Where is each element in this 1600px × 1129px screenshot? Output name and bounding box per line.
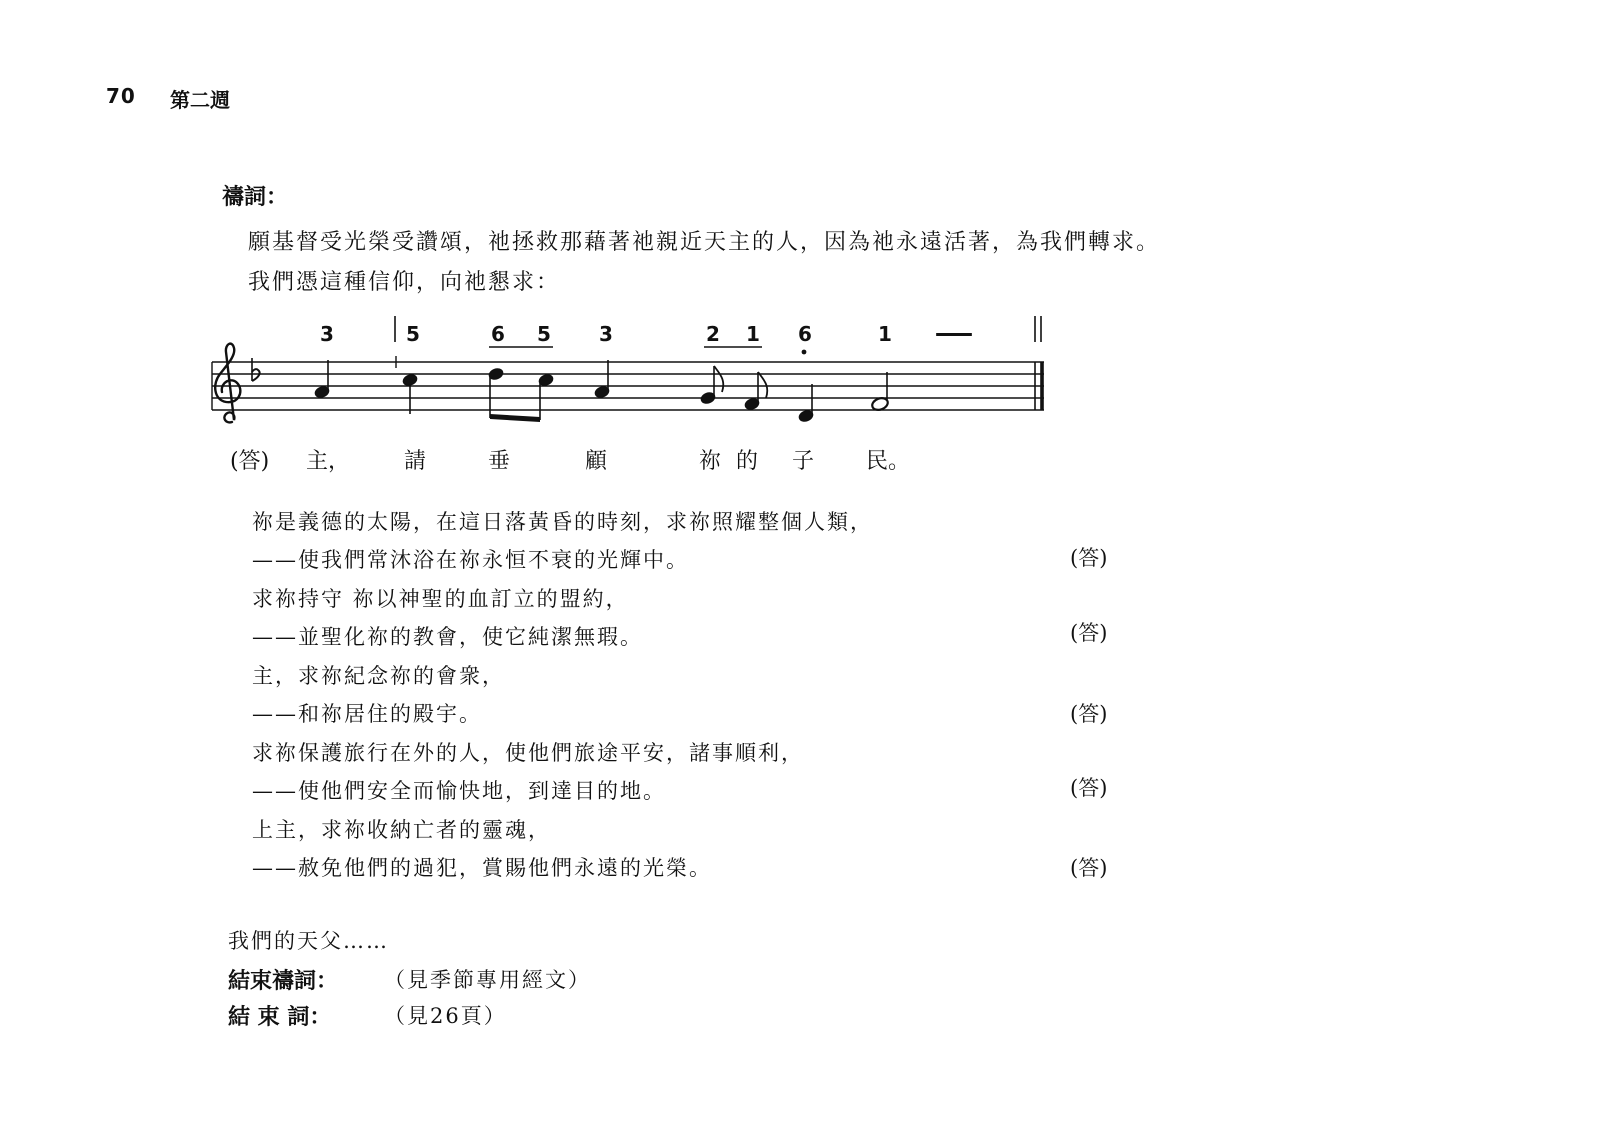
week-title: 第二週	[170, 88, 230, 112]
dismissal-label: 結 束 詞：	[228, 1005, 332, 1030]
beam	[490, 414, 540, 422]
lyric-word-6: 的	[736, 449, 759, 474]
number-1: 3	[320, 322, 334, 346]
lyric-word-4: 顧	[585, 449, 608, 474]
staff-lines	[212, 362, 1044, 410]
response-marker: (答)	[1070, 856, 1108, 880]
petition-line: ——和祢居住的殿宇。	[252, 702, 482, 726]
petition-line: 祢是義德的太陽，在這日落黃昏的時刻，求祢照耀整個人類，	[252, 510, 873, 534]
number-7: 1	[746, 322, 760, 346]
number-sustain: —	[934, 319, 974, 347]
lyric-response-marker: (答)	[230, 449, 270, 474]
concluding-prayer-label: 結束禱詞：	[228, 969, 339, 994]
lyric-word-2: 請	[404, 449, 427, 474]
lyric-word-3: 垂	[488, 449, 511, 474]
lyric-word-5: 祢	[699, 449, 722, 474]
response-marker: (答)	[1070, 776, 1108, 800]
number-4: 5	[537, 322, 551, 346]
petition-line: 上主，求祢收納亡者的靈魂，	[252, 818, 551, 842]
petition-line: ——赦免他們的過犯，賞賜他們永遠的光榮。	[252, 856, 712, 880]
petition-line: 求祢保護旅行在外的人，使他們旅途平安，諸事順利，	[252, 741, 804, 765]
number-8: 6	[798, 322, 812, 346]
response-marker: (答)	[1070, 621, 1108, 645]
number-9: 1	[878, 322, 892, 346]
lyric-word-1: 主，	[306, 449, 351, 474]
response-marker: (答)	[1070, 702, 1108, 726]
number-3: 6	[491, 322, 505, 346]
music-staff	[0, 0, 1600, 480]
concluding-prayer-value: （見季節專用經文）	[384, 968, 591, 992]
response-marker: (答)	[1070, 546, 1108, 570]
intercessions-label: 禱詞：	[222, 185, 289, 210]
number-6: 2	[706, 322, 720, 346]
petition-line: ——並聖化祢的教會，使它純潔無瑕。	[252, 625, 643, 649]
petition-line: 主，求祢紀念祢的會衆，	[252, 664, 505, 688]
intro-line-1: 願基督受光榮受讚頌，祂拯救那藉著祂親近天主的人，因為祂永遠活著，為我們轉求。	[248, 230, 1161, 255]
petition-line: 求祢持守 祢以神聖的血訂立的盟約，	[252, 587, 629, 611]
number-2: 5	[406, 322, 420, 346]
dismissal-value: （見26頁）	[384, 1004, 507, 1028]
octave-dot	[802, 350, 807, 355]
petition-line: ——使我們常沐浴在祢永恒不衰的光輝中。	[252, 548, 689, 572]
intro-line-2: 我們憑這種信仰，向祂懇求：	[248, 270, 561, 295]
page-number: 70	[106, 84, 136, 108]
number-5: 3	[599, 322, 613, 346]
notes	[314, 360, 890, 423]
petition-line: ——使他們安全而愉快地，到達目的地。	[252, 779, 666, 803]
lyric-word-8: 民。	[866, 449, 911, 474]
lords-prayer: 我們的天父……	[228, 929, 389, 953]
lyric-word-7: 子	[792, 449, 815, 474]
